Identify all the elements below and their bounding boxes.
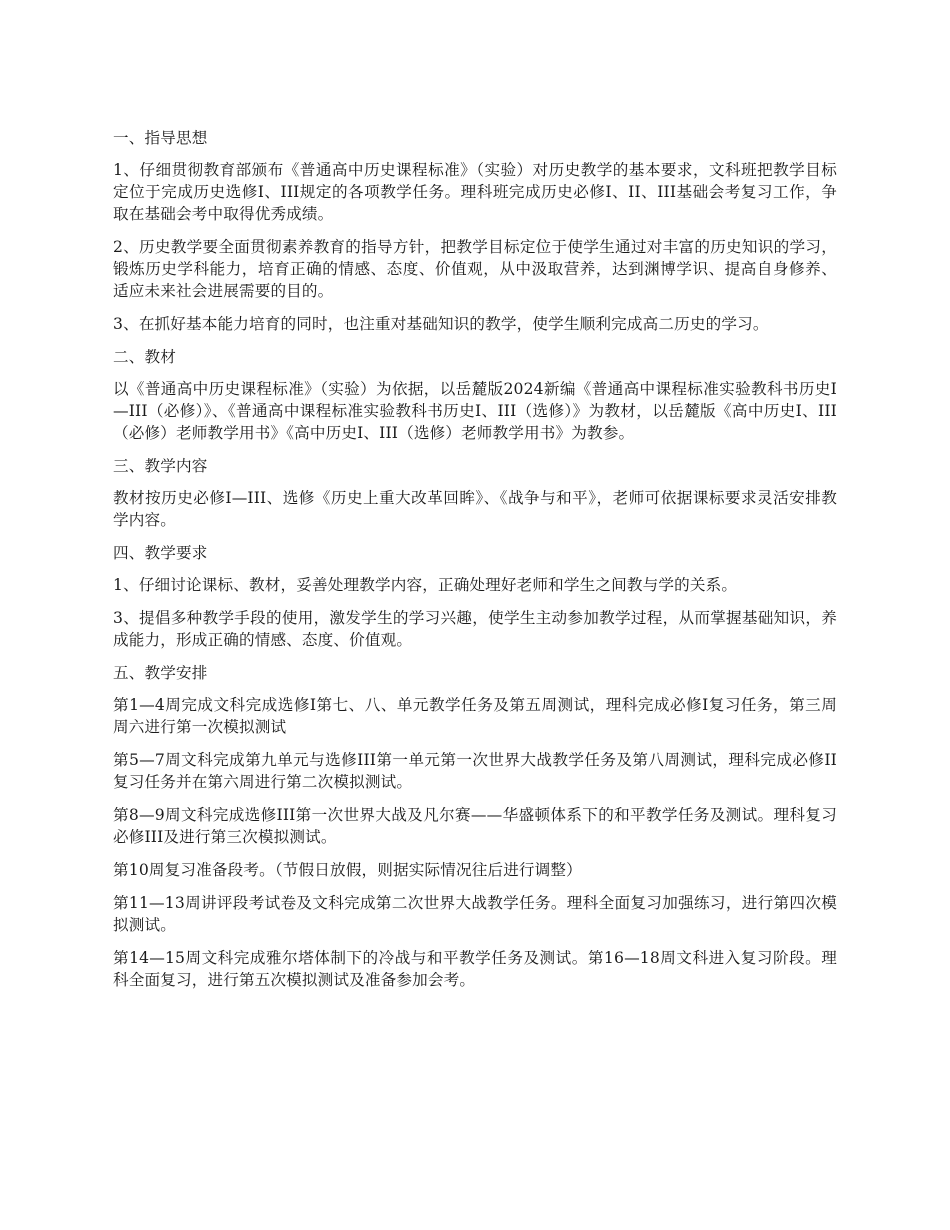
paragraph: 第11—13周讲评段考试卷及文科完成第二次世界大战教学任务。理科全面复习加强练习，进行第四次模拟测试。 (113, 894, 837, 934)
section-heading: 四、教学要求 (113, 544, 208, 562)
paragraph: 3、在抓好基本能力培育的同时，也注重对基础知识的教学，使学生顺利完成高二历史的学习。 (113, 315, 769, 333)
section-heading: 三、教学内容 (113, 457, 208, 475)
paragraph: 3、提倡多种教学手段的使用，激发学生的学习兴趣，使学生主动参加教学过程，从而掌握基础知识，养成能力，形成正确的情感、态度、价值观。 (113, 609, 837, 649)
paragraph: 以《普通高中历史课程标准》（实验）为依据，以岳麓版2024新编《普通高中课程标准实验教科书历史I—III（必修）》、《普通高中课程标准实验教科书历史I、III（选修）》为教材，以岳麓版《高中历史I、III（必修）老师教学用书》《高中历史I、III（选修）老师教学用书》为教参。 (113, 380, 837, 442)
paragraph: 第10周复习准备段考。（节假日放假，则据实际情况往后进行调整） (113, 861, 582, 879)
section-heading: 一、指导思想 (113, 129, 208, 147)
paragraph: 第8—9周文科完成选修III第一次世界大战及凡尔赛——华盛顿体系下的和平教学任务及测试。理科复习必修III及进行第三次模拟测试。 (113, 806, 837, 846)
paragraph: 教材按历史必修I—III、选修《历史上重大改革回眸》、《战争与和平》，老师可依据课标要求灵活安排教学内容。 (113, 489, 837, 529)
paragraph: 第1—4周完成文科完成选修I第七、八、单元教学任务及第五周测试，理科完成必修I复习任务，第三周周六进行第一次模拟测试 (113, 696, 837, 736)
paragraph: 第14—15周文科完成雅尔塔体制下的冷战与和平教学任务及测试。第16—18周文科进入复习阶段。理科全面复习，进行第五次模拟测试及准备参加会考。 (113, 949, 837, 989)
paragraph: 第5—7周文科完成第九单元与选修III第一单元第一次世界大战教学任务及第八周测试，理科完成必修II复习任务并在第六周进行第二次模拟测试。 (113, 751, 837, 791)
section-heading: 五、教学安排 (113, 664, 208, 682)
document-body (113, 127, 837, 1002)
section-heading: 二、教材 (113, 348, 176, 366)
paragraph: 2、历史教学要全面贯彻素养教育的指导方针，把教学目标定位于使学生通过对丰富的历史知识的学习，锻炼历史学科能力，培育正确的情感、态度、价值观，从中汲取营养，达到渊博学识、提高自身修养、适应未来社会进展需要的目的。 (113, 238, 837, 300)
paragraph: 1、仔细讨论课标、教材，妥善处理教学内容，正确处理好老师和学生之间教与学的关系。 (113, 576, 738, 594)
paragraph: 1、仔细贯彻教育部颁布《普通高中历史课程标准》（实验）对历史教学的基本要求，文科班把教学目标定位于完成历史选修I、III规定的各项教学任务。理科班完成历史必修I、II、III基础会考复习工作，争取在基础会考中取得优秀成绩。 (113, 161, 837, 223)
